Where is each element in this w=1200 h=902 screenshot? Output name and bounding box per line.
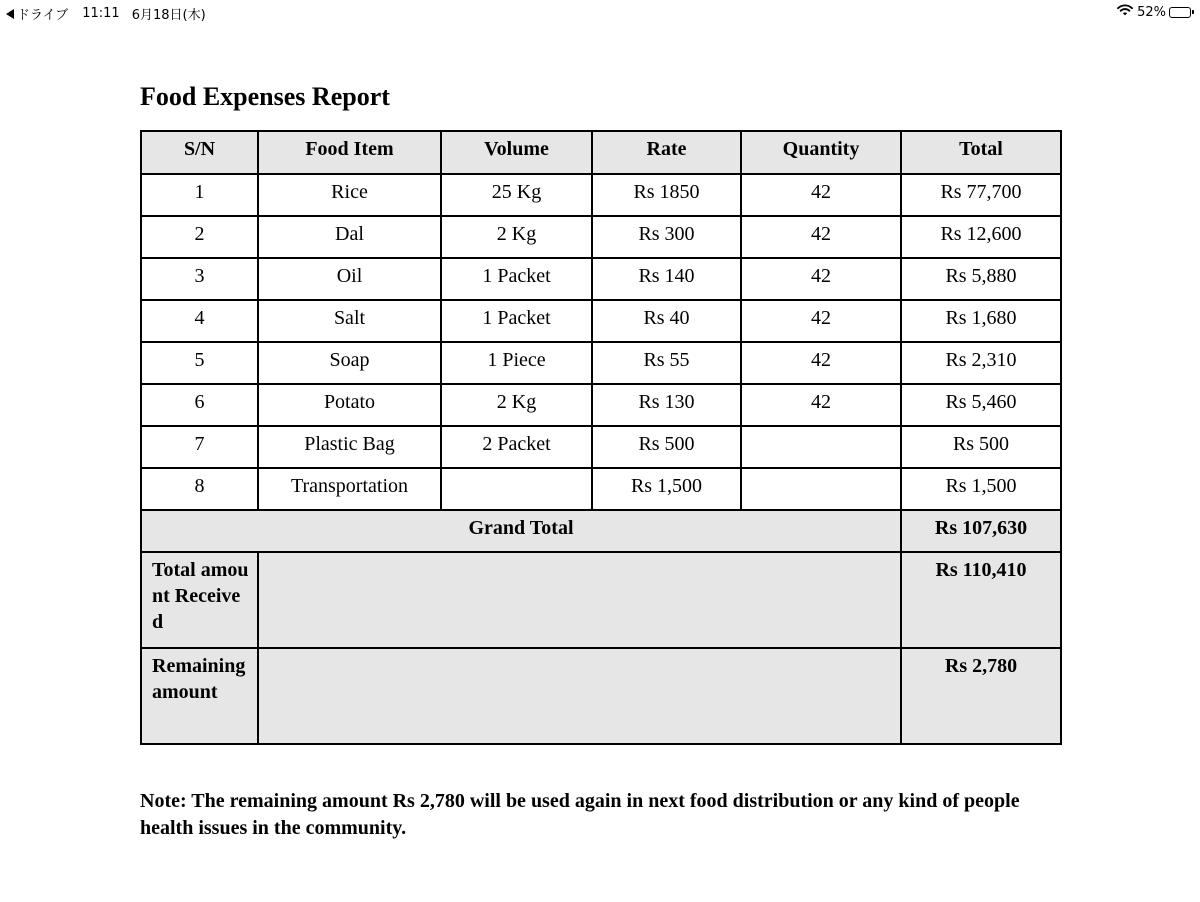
- amount-received-spacer: [258, 552, 901, 648]
- wifi-icon: [1117, 4, 1133, 20]
- status-left: [6, 4, 206, 23]
- table-row: [141, 258, 1061, 300]
- cell-food-item: Transportation: [258, 468, 441, 510]
- report-note: Note: The remaining amount Rs 2,780 will be used again in next food distribution or any kind of people health issues in the community.: [140, 790, 1020, 839]
- grand-total-label: Grand Total: [141, 510, 901, 552]
- amount-received-label: Total amount Received: [141, 552, 258, 648]
- amount-received-value: Rs 110,410: [901, 552, 1061, 648]
- cell-quantity: [741, 468, 901, 510]
- remaining-amount-value: Rs 2,780: [901, 648, 1061, 744]
- cell-food-item: Salt: [258, 300, 441, 342]
- cell-rate: Rs 140: [592, 258, 741, 300]
- cell-volume: 1 Piece: [441, 342, 592, 384]
- cell-quantity: 42: [741, 174, 901, 216]
- cell-quantity: 42: [741, 342, 901, 384]
- table-row: [141, 300, 1061, 342]
- cell-sn: 2: [141, 216, 258, 258]
- remaining-amount-row: [141, 648, 1061, 744]
- cell-volume: 2 Kg: [441, 384, 592, 426]
- cell-sn: 5: [141, 342, 258, 384]
- expenses-table: [140, 130, 1062, 745]
- status-right: [1117, 4, 1194, 20]
- cell-rate: Rs 1,500: [592, 468, 741, 510]
- amount-received-row: [141, 552, 1061, 648]
- cell-sn: 1: [141, 174, 258, 216]
- cell-volume: 1 Packet: [441, 258, 592, 300]
- cell-total: Rs 77,700: [901, 174, 1061, 216]
- cell-total: Rs 12,600: [901, 216, 1061, 258]
- table-row: [141, 342, 1061, 384]
- status-time: 11:11: [82, 6, 120, 21]
- cell-volume: 25 Kg: [441, 174, 592, 216]
- table-row: [141, 384, 1061, 426]
- column-header-volume: Volume: [441, 131, 592, 174]
- cell-sn: 6: [141, 384, 258, 426]
- column-header-quantity: Quantity: [741, 131, 901, 174]
- remaining-amount-label: Remaining amount: [141, 648, 258, 744]
- cell-volume: 1 Packet: [441, 300, 592, 342]
- back-to-app-label[interactable]: ドライブ: [17, 8, 69, 23]
- column-header-total: Total: [901, 131, 1061, 174]
- status-bar: [0, 0, 1200, 24]
- cell-total: Rs 1,680: [901, 300, 1061, 342]
- cell-total: Rs 1,500: [901, 468, 1061, 510]
- cell-total: Rs 5,880: [901, 258, 1061, 300]
- cell-quantity: 42: [741, 258, 901, 300]
- cell-total: Rs 500: [901, 426, 1061, 468]
- cell-rate: Rs 130: [592, 384, 741, 426]
- table-row: [141, 468, 1061, 510]
- table-row: [141, 216, 1061, 258]
- battery-icon: [1169, 7, 1194, 18]
- back-arrow-icon[interactable]: [6, 9, 14, 19]
- cell-food-item: Plastic Bag: [258, 426, 441, 468]
- report-title: Food Expenses Report: [140, 82, 390, 111]
- cell-sn: 3: [141, 258, 258, 300]
- cell-rate: Rs 1850: [592, 174, 741, 216]
- cell-sn: 4: [141, 300, 258, 342]
- grand-total-row: [141, 510, 1061, 552]
- cell-quantity: 42: [741, 216, 901, 258]
- cell-volume: 2 Kg: [441, 216, 592, 258]
- cell-sn: 7: [141, 426, 258, 468]
- cell-quantity: 42: [741, 384, 901, 426]
- cell-total: Rs 2,310: [901, 342, 1061, 384]
- cell-volume: 2 Packet: [441, 426, 592, 468]
- grand-total-value: Rs 107,630: [901, 510, 1061, 552]
- cell-rate: Rs 55: [592, 342, 741, 384]
- cell-sn: 8: [141, 468, 258, 510]
- cell-rate: Rs 40: [592, 300, 741, 342]
- battery-percent: 52%: [1137, 4, 1166, 20]
- remaining-amount-spacer: [258, 648, 901, 744]
- table-row: [141, 174, 1061, 216]
- cell-food-item: Potato: [258, 384, 441, 426]
- cell-food-item: Rice: [258, 174, 441, 216]
- status-date: 6月18日(木): [131, 8, 206, 23]
- cell-food-item: Soap: [258, 342, 441, 384]
- table-header-row: [141, 131, 1061, 174]
- cell-food-item: Oil: [258, 258, 441, 300]
- column-header-sn: S/N: [141, 131, 258, 174]
- column-header-rate: Rate: [592, 131, 741, 174]
- table-row: [141, 426, 1061, 468]
- column-header-food-item: Food Item: [258, 131, 441, 174]
- cell-rate: Rs 300: [592, 216, 741, 258]
- cell-rate: Rs 500: [592, 426, 741, 468]
- cell-total: Rs 5,460: [901, 384, 1061, 426]
- cell-volume: [441, 468, 592, 510]
- cell-food-item: Dal: [258, 216, 441, 258]
- cell-quantity: 42: [741, 300, 901, 342]
- cell-quantity: [741, 426, 901, 468]
